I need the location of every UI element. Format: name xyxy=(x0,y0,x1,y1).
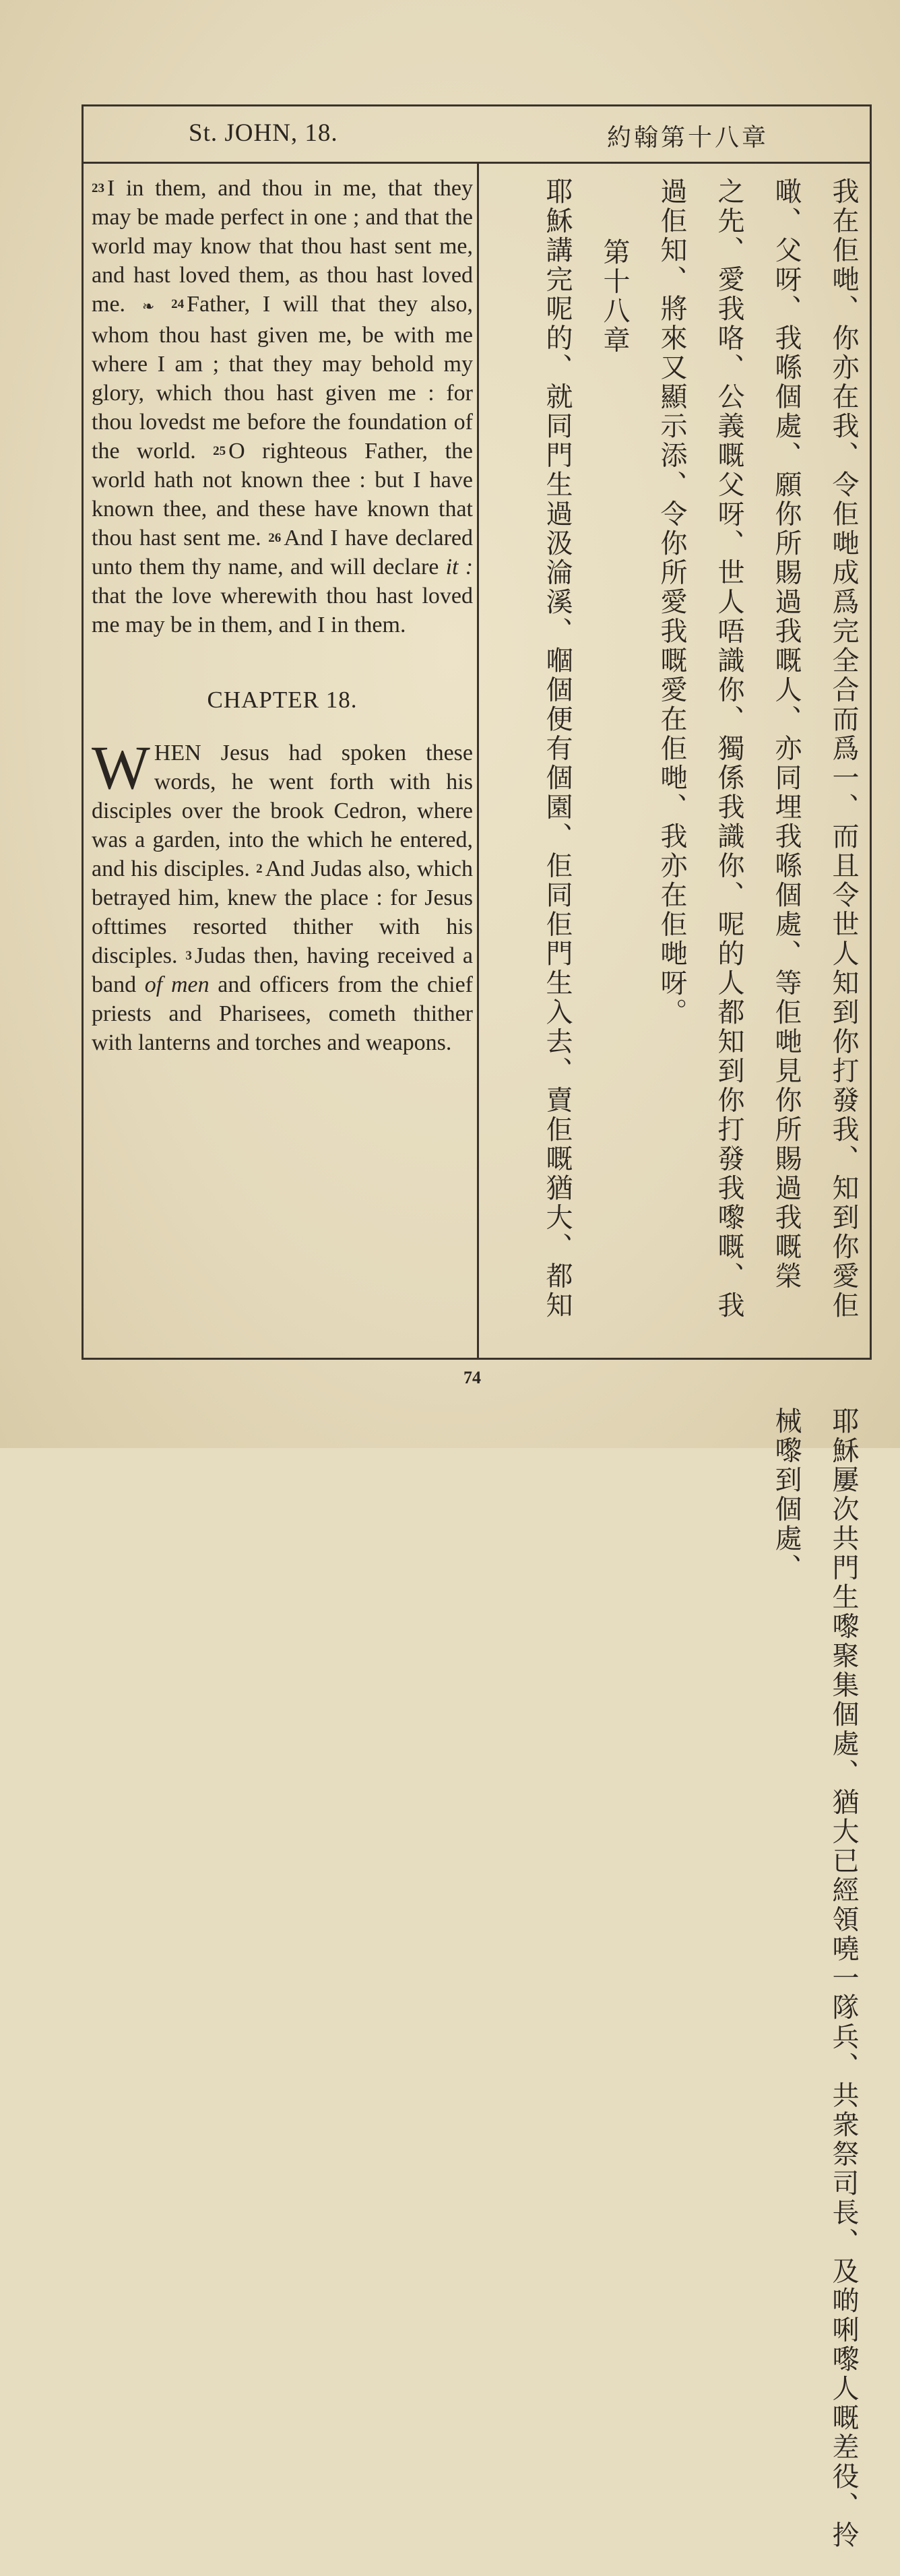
verse-number: 2 xyxy=(256,862,263,876)
chinese-line: 耶穌講完呢的、就同門生過汲淪溪、嗰個便有個園、佢同佢門生入去、賣佢嘅猶大、都知 xyxy=(542,177,573,1321)
chinese-line: 噉、父呀、我喺個處、願你所賜過我嘅人、亦同埋我喺個處、等佢哋見你所賜過我嘅榮 xyxy=(771,177,802,1291)
verse-text: Father, I will that they also, whom thou hast given me, be with me where I am ; that they may behold my glory, which thou hast given me : for thou lovedst me before the foundation of the world. xyxy=(92,292,474,464)
verse-italic: of men xyxy=(144,972,210,997)
chinese-line: 過佢知、將來又顯示添、令你所愛我嘅愛在佢哋、我亦在佢哋呀。 xyxy=(656,177,687,1028)
verse-text: I in them, and thou in me, that they may be made perfect in one ; and that the world may know that thou hast sent me, and hast loved them, as thou hast loved me. xyxy=(92,176,473,317)
page-number: 74 xyxy=(463,1368,481,1387)
verse-number: 26 xyxy=(268,531,282,545)
verse-text: And I have declared unto them thy name, and will declare xyxy=(92,526,473,579)
chinese-chapter-heading: 第十八章 xyxy=(599,238,630,355)
chapter-heading: CHAPTER 18. xyxy=(207,687,358,713)
verse-text: And Judas also, which betrayed him, knew the place : for Jesus ofttimes resorted thither with his disciples. xyxy=(92,856,473,968)
english-text-column xyxy=(92,174,473,1057)
verse-text: HEN Jesus had spoken these words, he went forth with his disciples over the brook Cedron, where was a garden, into the which he entered, and his disciples. xyxy=(92,741,473,881)
verse-italic: it : xyxy=(445,555,474,579)
chinese-line: 耶穌屢次共門生嚟聚集個處、猶大已經領嘵一隊兵、共衆祭司長、及啲唎嚟人嘅差役、拎 xyxy=(828,1407,859,2550)
header-chinese: 約翰第十八章 xyxy=(606,124,769,152)
verse-text: Judas then, having received a band xyxy=(92,943,473,997)
verse-block-ch17 xyxy=(92,174,473,639)
verse-number: 23 xyxy=(92,181,104,195)
chinese-line: 我在佢哋、你亦在我、令佢哋成爲完全合而爲一、而且令世人知到你打發我、知到你愛佢 xyxy=(828,177,859,1321)
verse-text: that the love wherewith thou hast loved me may be in them, and I in them. xyxy=(92,584,473,637)
header-english: St. JOHN, 18. xyxy=(189,119,338,147)
verse-number: 24 xyxy=(171,297,185,311)
column-divider xyxy=(477,164,479,1360)
chinese-text-column xyxy=(494,177,872,2550)
verse-number: 3 xyxy=(185,949,192,963)
verse-text: and officers from the chief priests and Pharisees, cometh thither with lanterns and torches and weapons. xyxy=(92,972,473,1055)
verse-number: 25 xyxy=(213,444,226,458)
chinese-line: 之先、愛我咯、公義嘅父呀、世人唔識你、獨係我識你、呢的人都知到你打發我嚟嘅、我 xyxy=(713,177,744,1321)
chinese-line: 械嚟到個處、 xyxy=(771,1407,802,1583)
ornament-icon: ❧ xyxy=(141,298,155,315)
verse-text: O righteous Father, the world hath not known thee : but I have known thee, and these have known that thou hast sent me. xyxy=(92,439,473,551)
drop-cap: W xyxy=(92,733,150,802)
verse-block-ch18 xyxy=(92,733,473,1057)
running-header xyxy=(84,106,870,164)
